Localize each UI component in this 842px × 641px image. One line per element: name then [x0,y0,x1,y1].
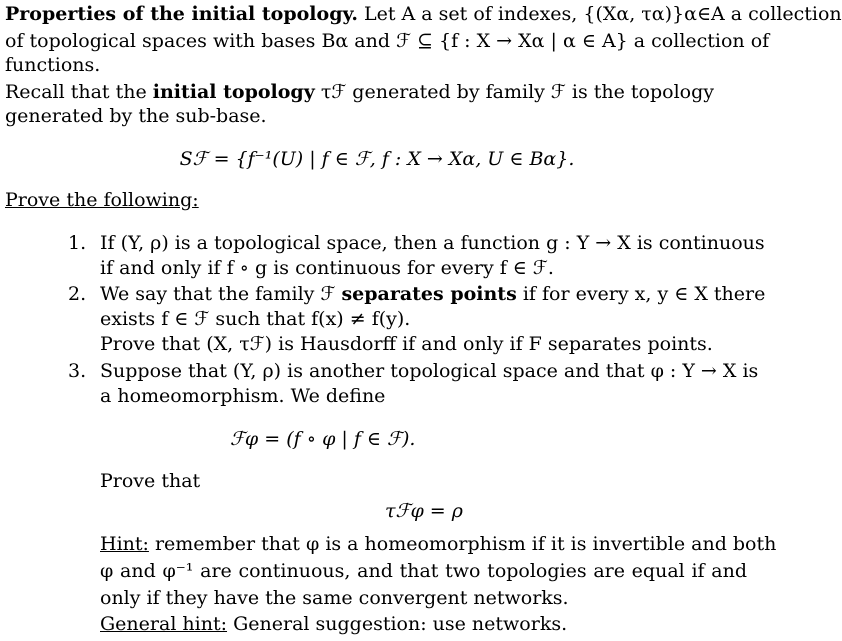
item-2-number: 2. [68,283,87,305]
item-3-formula-1: ℱφ = (f ∘ φ | f ∈ ℱ). [230,428,416,450]
intro-line-3: functions. [5,54,101,76]
item-1-number: 1. [68,232,87,254]
problem-title: Properties of the initial topology. [5,3,358,25]
item-1-line-1: If (Y, ρ) is a topological space, then a function g : Y → X is continuous [100,232,765,254]
subbase-formula: Sℱ = {f⁻¹(U) | f ∈ ℱ, f : X → Xα, U ∈ Bα}. [179,148,575,170]
prove-heading: Prove the following: [5,189,199,211]
hint-line-1 [100,532,777,556]
item-3-prove-that: Prove that [100,470,201,492]
item-2-line-3: Prove that (X, τℱ) is Hausdorff if and only if F separates points. [100,333,713,355]
recall-line-1 [5,80,747,104]
item-1-line-2: if and only if f ∘ g is continuous for every f ∈ ℱ. [100,257,554,279]
intro-line-1 [5,2,842,26]
hint-line-3: only if they have the same convergent networks. [100,587,569,609]
intro-text-1: Let A a set of indexes, {(Xα, τα)}α∈A a collection [364,3,842,25]
intro-line-2: of topological spaces with bases Bα and ℱ ⊆ {f : X → Xα | α ∈ A} a collection of [5,30,770,52]
separates-points-term: separates points [341,283,517,305]
initial-topology-term: initial topology [152,81,315,103]
item-2-line-2: exists f ∈ ℱ such that f(x) ≠ f(y). [100,308,411,330]
hint-text-1: remember that φ is a homeomorphism if it is invertible and both [154,533,777,555]
recall-post: τℱ generated by family ℱ is the topology [320,81,715,103]
recall-pre: Recall that the [5,81,147,103]
general-hint-label: General hint: [100,613,228,635]
general-hint-line [100,612,567,636]
hint-label: Hint: [100,533,149,555]
general-hint-text: General suggestion: use networks. [233,613,568,635]
item-3-number: 3. [68,360,87,382]
recall-line-2: generated by the sub-base. [5,105,267,127]
item-2-pre: We say that the family ℱ [100,283,336,305]
item-2-post: if for every x, y ∈ X there [522,283,766,305]
item-2-line-1 [100,282,766,306]
hint-line-2: φ and φ⁻¹ are continuous, and that two topologies are equal if and [100,560,747,582]
item-3-formula-2: τℱφ = ρ [385,500,463,522]
item-3-line-1: Suppose that (Y, ρ) is another topological space and that φ : Y → X is [100,360,759,382]
item-3-line-2: a homeomorphism. We define [100,385,386,407]
